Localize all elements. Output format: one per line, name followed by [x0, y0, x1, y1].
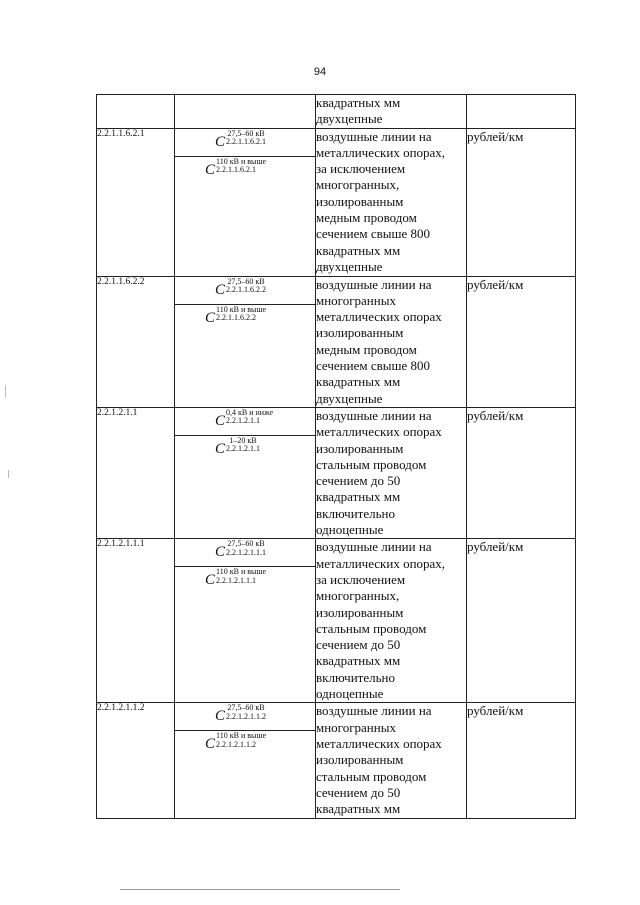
description-text: воздушные линии на многогранных металлических опорах изолированным медным проводом сечением свыше 800 квадратных мм двухцепные — [316, 276, 442, 406]
table-row — [97, 407, 576, 538]
description-text: квадратных мм двухцепные — [316, 95, 401, 127]
description-cell — [316, 407, 467, 538]
table-row — [97, 95, 576, 129]
index-label: 2.2.1.2.1.1.2 — [216, 739, 257, 749]
symbol-entry — [175, 408, 315, 436]
scan-edge-line — [120, 889, 400, 890]
symbol-letter: C — [215, 708, 226, 725]
index-label: 2.2.1.2.1.1.1 — [226, 547, 267, 557]
index-label: 2.2.1.1.6.2.2 — [226, 285, 267, 295]
index-label: 2.2.1.2.1.1 — [226, 444, 261, 454]
description-cell — [316, 539, 467, 703]
index-label: 2.2.1.2.1.1 — [226, 416, 261, 426]
voltage-label: 110 кВ и выше — [216, 731, 267, 741]
index-label: 2.2.1.1.6.2.2 — [216, 313, 257, 323]
symbol-letter: C — [215, 544, 226, 561]
voltage-label: 110 кВ и выше — [216, 304, 267, 314]
symbol-cell — [175, 128, 316, 276]
symbol-cell — [175, 276, 316, 407]
symbol-letter: C — [205, 161, 216, 178]
symbol-letter: C — [215, 133, 226, 150]
index-label: 2.2.1.2.1.1.1 — [216, 575, 257, 585]
code-cell: 2.2.1.2.1.1.2 — [97, 703, 175, 819]
unit-cell — [467, 95, 576, 129]
description-text: воздушные линии на металлических опорах изолированным стальным проводом сечением до 50 квадратных мм включительно одноцепные — [316, 407, 442, 538]
table-row — [97, 276, 576, 407]
scan-artifact — [8, 470, 9, 478]
table-row — [97, 128, 576, 276]
symbol-letter: C — [215, 412, 226, 429]
description-text: воздушные линии на металлических опорах, за исключением многогранных, изолированным стальным проводом сечением до 50 квадратных мм включительно одноцепные — [316, 539, 446, 702]
description-cell — [316, 276, 467, 407]
code-cell: 2.2.1.2.1.1.1 — [97, 539, 175, 703]
voltage-label: 27,5–60 кВ — [227, 276, 265, 286]
symbol-letter: C — [215, 440, 226, 457]
voltage-label: 27,5–60 кВ — [227, 128, 265, 138]
symbol-letter: C — [205, 309, 216, 326]
symbol-cell — [175, 95, 316, 129]
symbol-entry — [175, 436, 315, 463]
voltage-label: 27,5–60 кВ — [227, 703, 265, 713]
symbol-letter: C — [205, 572, 216, 589]
symbol-entry — [175, 703, 315, 731]
description-cell — [316, 95, 467, 129]
index-label: 2.2.1.2.1.1.2 — [226, 711, 267, 721]
page-number: 94 — [313, 66, 327, 78]
tariff-table — [96, 94, 576, 819]
scan-artifact — [5, 385, 6, 397]
voltage-label: 27,5–60 кВ — [227, 539, 265, 549]
symbol-letter: C — [215, 281, 226, 298]
code-cell — [97, 95, 175, 129]
description-cell — [316, 128, 467, 276]
symbol-entry — [175, 305, 315, 332]
symbol-entry — [175, 157, 315, 184]
symbol-entry — [175, 539, 315, 567]
symbol-cell — [175, 539, 316, 703]
table-row — [97, 703, 576, 819]
unit-cell: рублей/км — [467, 407, 576, 538]
voltage-label: 0,4 кВ и ниже — [226, 407, 274, 417]
index-label: 2.2.1.1.6.2.1 — [216, 165, 257, 175]
symbol-entry — [175, 129, 315, 157]
symbol-cell — [175, 703, 316, 819]
symbol-letter: C — [205, 736, 216, 753]
code-cell: 2.2.1.1.6.2.2 — [97, 276, 175, 407]
symbol-entry — [175, 731, 315, 758]
voltage-label: 1–20 кВ — [229, 435, 257, 445]
voltage-label: 110 кВ и выше — [216, 567, 267, 577]
description-text: воздушные линии на металлических опорах, за исключением многогранных, изолированным медным проводом сечением свыше 800 квадратных мм двухцепные — [316, 128, 446, 274]
code-cell: 2.2.1.2.1.1 — [97, 407, 175, 538]
unit-cell: рублей/км — [467, 539, 576, 703]
unit-cell: рублей/км — [467, 276, 576, 407]
table-row — [97, 539, 576, 703]
symbol-entry — [175, 277, 315, 305]
code-cell: 2.2.1.1.6.2.1 — [97, 128, 175, 276]
description-text: воздушные линии на многогранных металлических опорах изолированным стальным проводом сечением до 50 квадратных мм — [316, 703, 442, 817]
voltage-label: 110 кВ и выше — [216, 156, 267, 166]
index-label: 2.2.1.1.6.2.1 — [226, 137, 267, 147]
unit-cell: рублей/км — [467, 128, 576, 276]
unit-cell: рублей/км — [467, 703, 576, 819]
symbol-cell — [175, 407, 316, 538]
symbol-entry — [175, 567, 315, 594]
description-cell — [316, 703, 467, 819]
